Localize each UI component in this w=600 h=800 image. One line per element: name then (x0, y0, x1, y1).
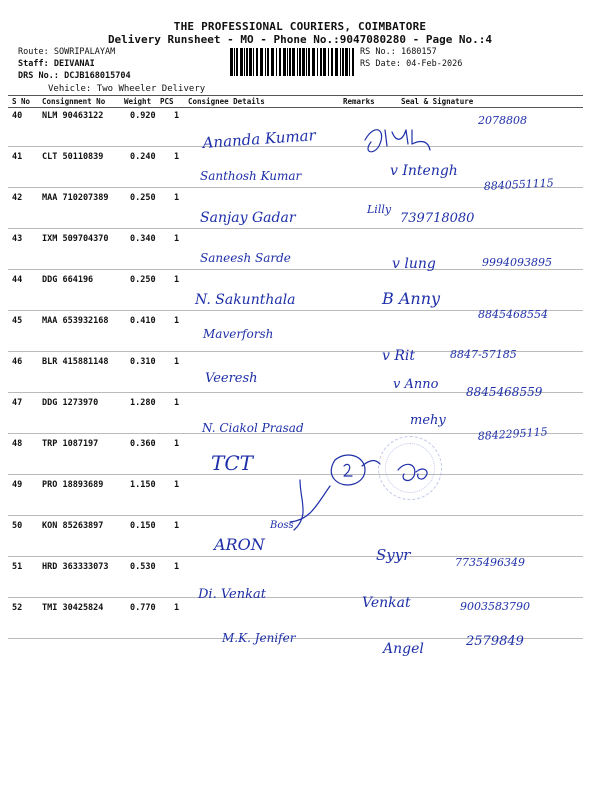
staff-value: DEIVANAI (53, 59, 95, 69)
svg-text:739718080: 739718080 (400, 211, 475, 226)
consignee-signature-44 (194, 292, 296, 308)
row-sno: 47 (12, 398, 23, 408)
row-consignment-no: NLM 90463122 (42, 111, 104, 121)
row-weight: 0.770 (130, 603, 156, 613)
row-sno: 41 (12, 152, 23, 162)
consignee-signature-41 (200, 169, 303, 183)
vehicle-label: Vehicle: (48, 84, 92, 94)
svg-text:Ananda Kumar: Ananda Kumar (202, 126, 317, 152)
consignee-signature-46 (205, 371, 258, 386)
svg-text:8845468559: 8845468559 (466, 385, 543, 399)
receiver-phone-44 (478, 308, 548, 321)
col-header-consignee: Consignee Details (188, 97, 265, 106)
rs-date-value: 04-Feb-2026 (406, 59, 463, 69)
rs-date-label: RS Date: (360, 59, 401, 69)
svg-text:8840551115: 8840551115 (483, 176, 555, 193)
consignee-signature-40 (200, 126, 317, 152)
row-weight: 0.310 (130, 357, 156, 367)
row-pcs: 1 (174, 603, 180, 613)
row-pcs: 1 (174, 111, 180, 121)
svg-text:TCT: TCT (211, 451, 253, 475)
svg-text:v Intengh: v Intengh (390, 163, 458, 179)
row-pcs: 1 (174, 275, 180, 285)
row-pcs: 1 (174, 234, 180, 244)
row-consignment-no: IXM 509704370 (42, 234, 109, 244)
svg-text:9994093895: 9994093895 (482, 256, 552, 269)
row-consignment-no: TRP 1087197 (42, 439, 99, 449)
row-sno: 40 (12, 111, 23, 121)
svg-text:mehy: mehy (410, 413, 446, 428)
svg-text:Veeresh: Veeresh (205, 371, 258, 386)
receiver-phone-41 (483, 176, 554, 193)
row-weight: 0.530 (130, 562, 156, 572)
receiver-phone-45 (450, 348, 517, 361)
row-weight: 0.920 (130, 111, 156, 121)
consignee-signature-48 (211, 451, 255, 475)
row-pcs: 1 (174, 521, 180, 531)
row-pcs: 1 (174, 562, 180, 572)
row-weight: 0.150 (130, 521, 156, 531)
consignee-signature-50 (212, 535, 266, 554)
svg-text:N. Ciakol Prasad: N. Ciakol Prasad (202, 421, 304, 435)
receiver-phone-42 (400, 211, 474, 226)
col-header-signature: Seal & Signature (401, 97, 474, 106)
drs-value: DCJB168015704 (64, 71, 131, 81)
col-header-sno: S No (12, 97, 31, 106)
consignee-circle-48 (331, 455, 365, 485)
receiver-phone-40 (477, 114, 527, 127)
row-pcs: 1 (174, 398, 180, 408)
runsheet-title: THE PROFESSIONAL COURIERS, COIMBATORE (173, 20, 427, 33)
row-weight: 0.360 (130, 439, 156, 449)
row-sno: 46 (12, 357, 23, 367)
row-sno: 48 (12, 439, 23, 449)
route-value: SOWRIPALAYAM (53, 47, 116, 57)
row-sno: 51 (12, 562, 23, 572)
row-consignment-no: HRD 363333073 (42, 562, 109, 572)
consignee-signature-42 (200, 210, 297, 226)
row-sno: 44 (12, 275, 23, 285)
receiver-signature-51 (362, 595, 411, 611)
rs-no-value: 1680157 (400, 47, 437, 57)
svg-text:B Anny: B Anny (382, 289, 441, 308)
consignee-note-50 (269, 520, 294, 531)
svg-text:8845468554: 8845468554 (478, 308, 548, 321)
svg-text:2579849: 2579849 (466, 634, 524, 649)
row-consignment-no: MAA 653932168 (42, 316, 109, 326)
row-pcs: 1 (174, 480, 180, 490)
svg-text:Sanjay Gadar: Sanjay Gadar (200, 210, 296, 226)
row-weight: 1.150 (130, 480, 156, 490)
svg-text:v lung: v lung (392, 256, 436, 272)
row-weight: 1.280 (130, 398, 156, 408)
svg-text:ARON: ARON (214, 535, 265, 554)
receiver-signature-42 (366, 203, 392, 216)
receiver-phone-47 (477, 425, 548, 443)
col-header-pcs: PCS (160, 97, 174, 106)
consignee-signature-52 (221, 631, 297, 645)
receiver-phone-50 (455, 556, 525, 569)
receiver-signature-52 (381, 641, 424, 657)
row-consignment-no: KON 85263897 (42, 521, 104, 531)
receiver-phone-43 (482, 256, 552, 269)
row-consignment-no: TMI 30425824 (42, 603, 104, 613)
row-consignment-no: CLT 50110839 (42, 152, 104, 162)
svg-text:v Rit: v Rit (382, 348, 416, 364)
consignee-signature-43 (200, 251, 291, 265)
row-consignment-no: BLR 415881148 (42, 357, 109, 367)
svg-text:Maverforsh: Maverforsh (203, 327, 274, 341)
receiver-signature-45 (382, 348, 415, 364)
col-header-weight: Weight (124, 97, 152, 106)
svg-text:Santhosh Kumar: Santhosh Kumar (200, 169, 302, 183)
consignee-signature-47 (201, 421, 304, 435)
svg-text:N. Sakunthala: N. Sakunthala (195, 292, 296, 308)
svg-text:Boss: Boss (270, 520, 294, 531)
route-label: Route: (18, 47, 49, 57)
row-sno: 43 (12, 234, 23, 244)
row-sno: 45 (12, 316, 23, 326)
col-header-consignment: Consignment No (42, 97, 106, 106)
row-pcs: 1 (174, 357, 180, 367)
receiver-phone-51 (460, 600, 530, 613)
col-header-remarks: Remarks (343, 97, 375, 106)
row-pcs: 1 (174, 152, 180, 162)
row-consignment-no: DDG 664196 (42, 275, 94, 285)
row-sno: 49 (12, 480, 23, 490)
svg-text:9003583790: 9003583790 (460, 600, 530, 613)
row-weight: 0.250 (130, 275, 156, 285)
receiver-signature-50 (376, 546, 411, 564)
row-pcs: 1 (174, 439, 180, 449)
svg-text:M.K. Jenifer: M.K. Jenifer (222, 631, 296, 645)
row-pcs: 1 (174, 193, 180, 203)
row-sno: 52 (12, 603, 23, 613)
svg-text:Saneesh Sarde: Saneesh Sarde (200, 251, 291, 265)
consignee-signature-45 (202, 327, 273, 341)
vehicle-value: Two Wheeler Delivery (96, 84, 206, 94)
receiver-signature-48 (398, 464, 427, 480)
svg-text:Angel: Angel (383, 641, 424, 657)
svg-text:Lilly: Lilly (367, 203, 392, 216)
receiver-phone-52 (465, 634, 524, 649)
line-48-to-50 (290, 480, 330, 530)
row-sno: 42 (12, 193, 23, 203)
receiver-signature-44 (381, 289, 441, 308)
row-weight: 0.340 (130, 234, 156, 244)
row-sno: 50 (12, 521, 23, 531)
row-consignment-no: PRO 18893689 (42, 480, 104, 490)
drs-label: DRS No.: (18, 71, 59, 81)
svg-text:8842295115: 8842295115 (477, 425, 549, 443)
svg-text:2078808: 2078808 (478, 114, 527, 127)
staff-label: Staff: (18, 59, 49, 69)
svg-text:Venkat: Venkat (362, 595, 411, 611)
row-consignment-no: DDG 1273970 (42, 398, 99, 408)
consignee-signature-51 (197, 587, 267, 602)
receiver-signature-41 (390, 163, 458, 179)
rs-no-label: RS No.: (360, 47, 396, 57)
receiver-signature-47 (410, 413, 446, 428)
row-pcs: 1 (174, 316, 180, 326)
svg-text:8847-57185: 8847-57185 (450, 348, 517, 361)
row-weight: 0.250 (130, 193, 156, 203)
receiver-phone-46 (466, 385, 543, 399)
receiver-signature-46 (393, 377, 439, 392)
svg-text:Syyr: Syyr (376, 546, 411, 564)
receiver-signature-40 (365, 130, 430, 152)
svg-text:Di. Venkat: Di. Venkat (198, 587, 266, 602)
row-weight: 0.240 (130, 152, 156, 162)
runsheet-subtitle: Delivery Runsheet - MO - Phone No.:9047080280 - Page No.:4 (107, 33, 493, 46)
row-consignment-no: MAA 710207389 (42, 193, 109, 203)
receiver-signature-43 (392, 256, 436, 272)
svg-text:7735496349: 7735496349 (455, 556, 525, 569)
svg-text:v Anno: v Anno (393, 377, 439, 392)
row-weight: 0.410 (130, 316, 156, 326)
